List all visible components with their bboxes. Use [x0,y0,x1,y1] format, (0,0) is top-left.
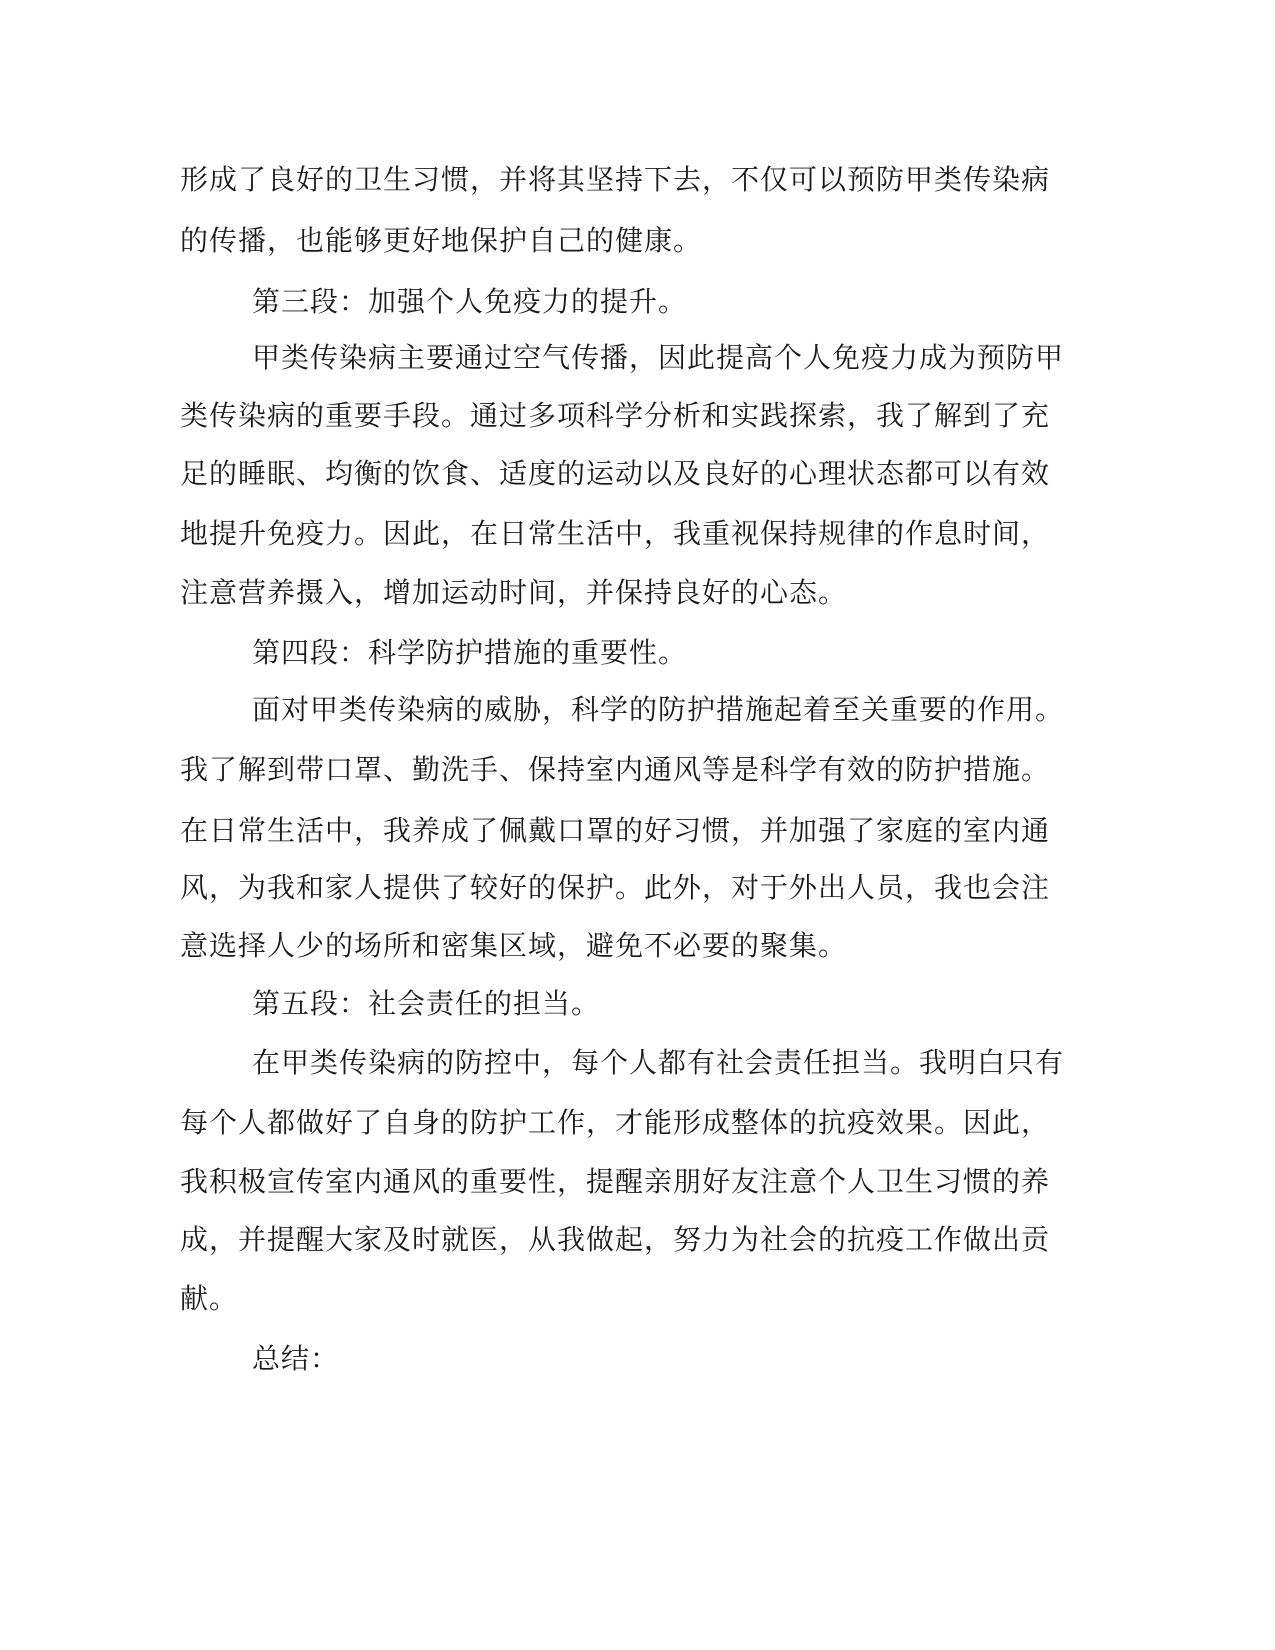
text-line: 成，并提醒大家及时就医，从我做起，努力为社会的抗疫工作做出贡 [180,1223,1051,1256]
text-line: 的传播，也能够更好地保护自己的健康。 [180,224,703,257]
text-line: 类传染病的重要手段。通过多项科学分析和实践探索，我了解到了充 [180,399,1051,432]
text-line: 地提升免疫力。因此，在日常生活中，我重视保持规律的作息时间， [180,517,1051,550]
text-line: 甲类传染病主要通过空气传播，因此提高个人免疫力成为预防甲 [252,341,1065,374]
text-line: 我了解到带口罩、勤洗手、保持室内通风等是科学有效的防护措施。 [180,753,1051,786]
section-heading-4: 第四段：科学防护措施的重要性。 [252,636,688,669]
text-line: 在甲类传染病的防控中，每个人都有社会责任担当。我明白只有 [252,1046,1065,1079]
text-line: 献。 [180,1282,239,1315]
text-line: 每个人都做好了自身的防护工作，才能形成整体的抗疫效果。因此， [180,1106,1051,1139]
text-line: 足的睡眠、均衡的饮食、适度的运动以及良好的心理状态都可以有效 [180,457,1051,490]
text-line: 注意营养摄入，增加运动时间，并保持良好的心态。 [180,576,848,609]
section-heading-3: 第三段：加强个人免疫力的提升。 [252,285,688,318]
text-line: 面对甲类传染病的威胁，科学的防护措施起着至关重要的作用。 [252,693,1065,726]
summary-heading: 总结： [252,1342,340,1375]
text-line: 我积极宣传室内通风的重要性，提醒亲朋好友注意个人卫生习惯的养 [180,1165,1051,1198]
text-line: 在日常生活中，我养成了佩戴口罩的好习惯，并加强了家庭的室内通 [180,814,1051,847]
text-line: 风，为我和家人提供了较好的保护。此外，对于外出人员，我也会注 [180,871,1051,904]
section-heading-5: 第五段：社会责任的担当。 [252,987,601,1020]
text-line: 形成了良好的卫生习惯，并将其坚持下去，不仅可以预防甲类传染病 [180,163,1051,196]
text-line: 意选择人少的场所和密集区域，避免不必要的聚集。 [180,929,848,962]
